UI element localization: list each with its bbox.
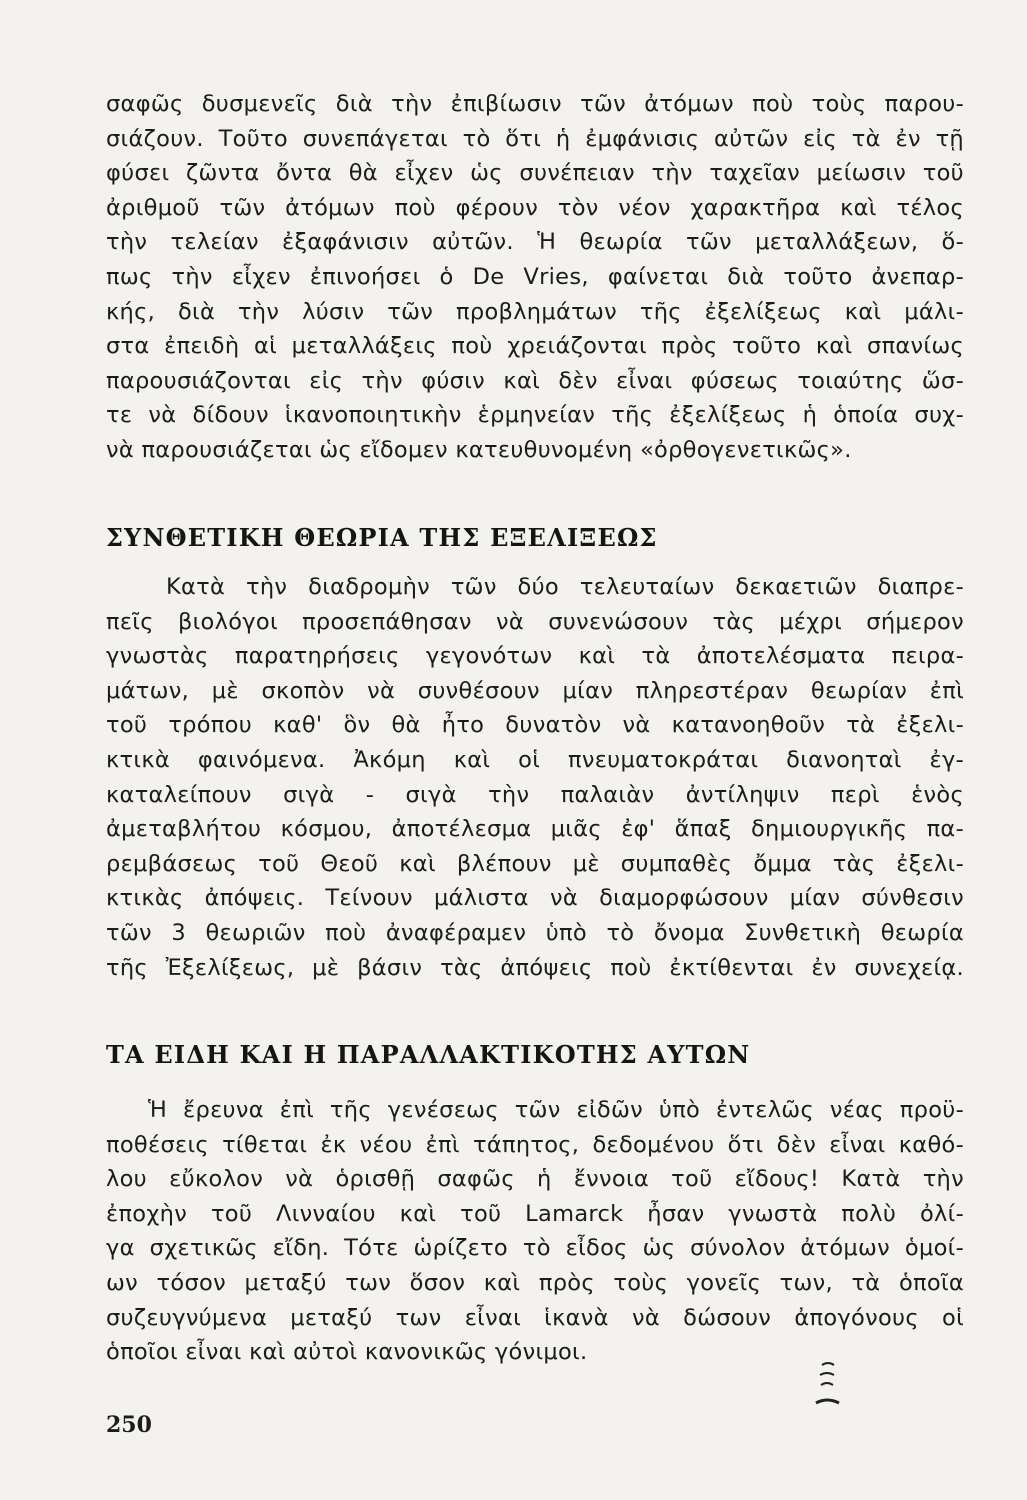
handwritten-margin-mark [812,1355,842,1415]
text-line: σιάζουν. Τοῦτο συνεπάγεται τὸ ὅτι ἡ ἐμφάνισις αὐτῶν εἰς τὰ ἐν τῇ [106,125,964,152]
text-line: συζευγνύμενα μεταξύ των εἶναι ἱκανὰ νὰ δώσουν ἀπογόνους οἱ [106,1304,964,1331]
text-line: μάτων, μὲ σκοπὸν νὰ συνθέσουν μίαν πληρεστέραν θεωρίαν ἐπὶ [106,677,964,704]
text-line: τοῦ τρόπου καθ' ὃν θὰ ἦτο δυνατὸν νὰ κατανοηθοῦν τὰ ἐξελι- [106,712,964,739]
text-line: σαφῶς δυσμενεῖς διὰ τὴν ἐπιβίωσιν τῶν ἀτόμων ποὺ τοὺς παρου- [106,91,964,117]
text-line: ὁποῖοι εἶναι καὶ αὐτοὶ κανονικῶς γόνιμοι. [106,1339,588,1366]
text-line: πεῖς βιολόγοι προσεπάθησαν νὰ συνενώσουν τὰς μέχρι σήμερον [106,608,964,635]
text-line: τῶν 3 θεωριῶν ποὺ ἀναφέραμεν ὑπὸ τὸ ὄνομα Συνθετικὴ θεωρία [106,919,964,946]
text-line: Κατὰ τὴν διαδρομὴν τῶν δύο τελευταίων δεκαετιῶν διαπρε- [166,574,964,600]
text-line: Ἡ ἔρευνα ἐπὶ τῆς γενέσεως τῶν εἰδῶν ὑπὸ ἐντελῶς νέας προϋ- [148,1097,964,1123]
text-line: κτικὰς ἀπόψεις. Τείνουν μάλιστα νὰ διαμορφώσουν μίαν σύνθεσιν [106,885,964,912]
paragraph-2 [106,570,964,985]
paragraph-3 [106,1093,964,1370]
text-line: κής, διὰ τὴν λύσιν τῶν προβλημάτων τῆς ἐξελίξεως καὶ μάλι- [106,298,964,325]
text-line: ρεμβάσεως τοῦ Θεοῦ καὶ βλέπουν μὲ συμπαθὲς ὄμμα τὰς ἐξελι- [106,850,964,877]
section-heading-synthetic-theory: ΣΥΝΘΕΤΙΚΗ ΘΕΩΡΙΑ ΤΗΣ ΕΞΕΛΙΞΕΩΣ [106,523,658,552]
text-line: παρουσιάζονται εἰς τὴν φύσιν καὶ δὲν εἶναι φύσεως τοιαύτης ὥσ- [106,367,964,394]
text-line: λου εὔκολον νὰ ὁρισθῇ σαφῶς ἡ ἔννοια τοῦ εἴδους! Κατὰ τὴν [106,1166,964,1193]
text-line: γα σχετικῶς εἴδη. Τότε ὡρίζετο τὸ εἶδος ὡς σύνολον ἀτόμων ὁμοί- [106,1235,964,1262]
text-line: στα ἐπειδὴ αἱ μεταλλάξεις ποὺ χρειάζονται πρὸς τοῦτο καὶ σπανίως [106,333,964,360]
text-line: γνωστὰς παρατηρήσεις γεγονότων καὶ τὰ ἀποτελέσματα πειρα- [106,643,964,670]
text-line: καταλείπουν σιγὰ - σιγὰ τὴν παλαιὰν ἀντίληψιν περὶ ἑνὸς [106,781,964,808]
page-number: 250 [106,1412,152,1438]
text-line: ποθέσεις τίθεται ἐκ νέου ἐπὶ τάπητος, δεδομένου ὅτι δὲν εἶναι καθό- [106,1131,964,1158]
text-line: ων τόσον μεταξύ των ὅσον καὶ πρὸς τοὺς γονεῖς των, τὰ ὁποῖα [106,1269,964,1296]
text-line: ἀμεταβλήτου κόσμου, ἀποτέλεσμα μιᾶς ἐφ' ἅπαξ δημιουργικῆς πα- [106,816,964,843]
text-line: φύσει ζῶντα ὄντα θὰ εἶχεν ὡς συνέπειαν τὴν ταχεῖαν μείωσιν τοῦ [106,160,964,187]
text-line: τῆς Ἐξελίξεως, μὲ βάσιν τὰς ἀπόψεις ποὺ ἐκτίθενται ἐν συνεχείᾳ. [106,954,964,981]
text-line: τε νὰ δίδουν ἱκανοποιητικὴν ἑρμηνείαν τῆς ἐξελίξεως ἡ ὁποία συχ- [106,402,964,429]
text-line: τὴν τελείαν ἐξαφάνισιν αὐτῶν. Ἡ θεωρία τῶν μεταλλάξεων, ὅ- [106,229,964,256]
text-line: πως τὴν εἶχεν ἐπινοήσει ὁ De Vries, φαίνεται διὰ τοῦτο ἀνεπαρ- [106,263,964,290]
paragraph-1 [106,87,964,468]
text-line: νὰ παρουσιάζεται ὡς εἴδομεν κατευθυνομένη «ὀρθογενετικῶς». [106,436,852,463]
text-line: ἀριθμοῦ τῶν ἀτόμων ποὺ φέρουν τὸν νέον χαρακτῆρα καὶ τέλος [106,194,964,221]
text-line: κτικὰ φαινόμενα. Ἀκόμη καὶ οἱ πνευματοκράται διανοηταὶ ἐγ- [106,746,964,773]
text-line: ἐποχὴν τοῦ Λινναίου καὶ τοῦ Lamarck ἦσαν γνωστὰ πολὺ ὀλί- [106,1200,964,1227]
section-heading-species-variability: ΤΑ ΕΙΔΗ ΚΑΙ Η ΠΑΡΑΛΛΑΚΤΙΚΟΤΗΣ ΑΥΤΩΝ [106,1040,751,1069]
